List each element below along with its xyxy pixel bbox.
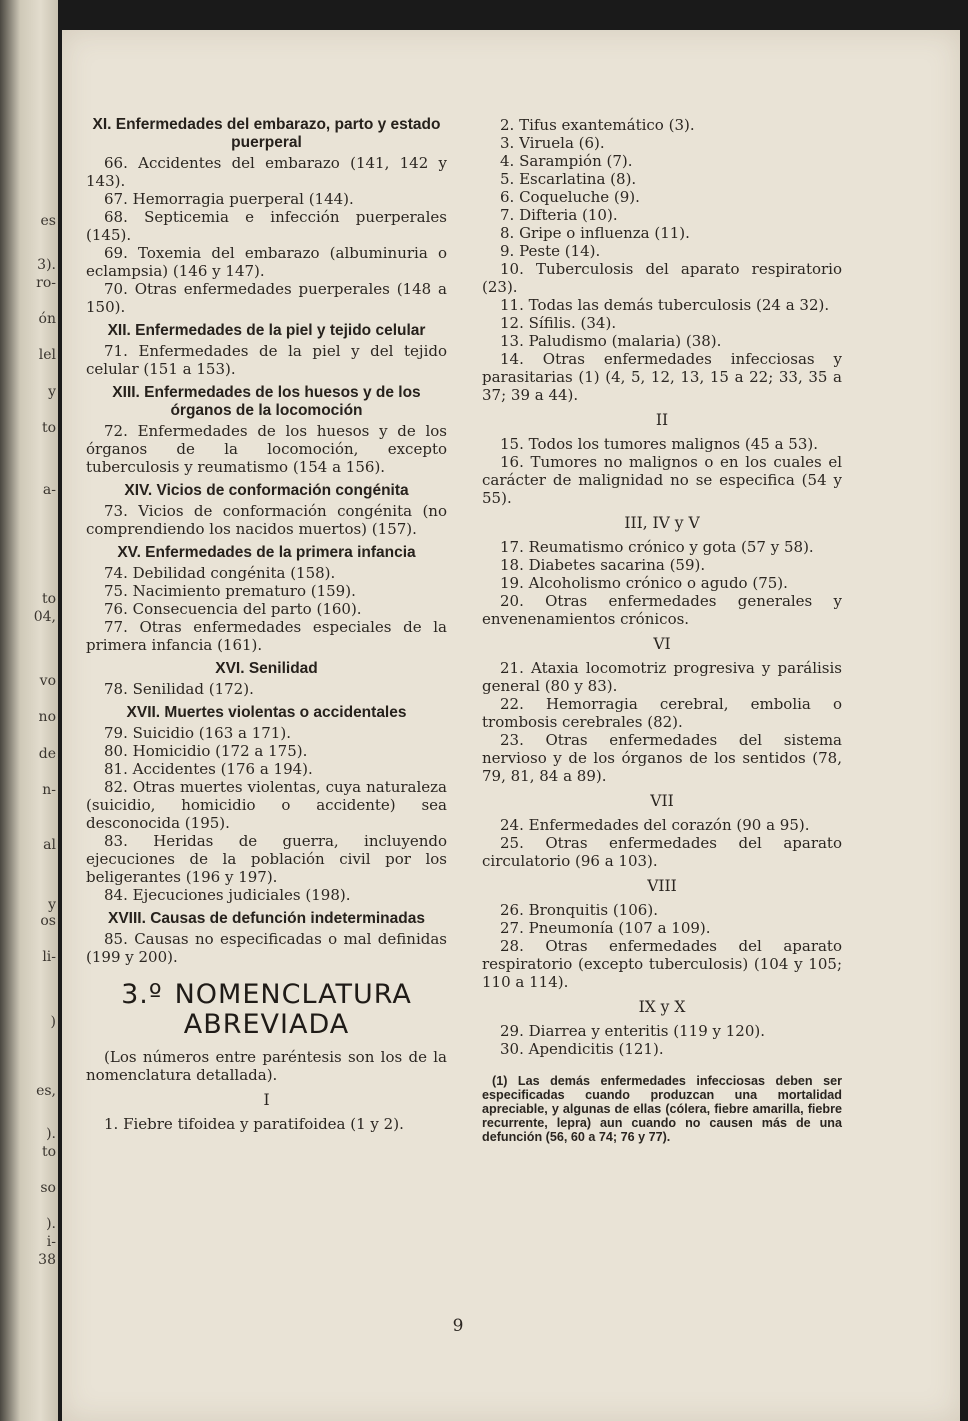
list-item: 3. Viruela (6). — [500, 134, 605, 152]
section-heading: XVIII. Causas de defunción indeterminadas — [108, 910, 425, 927]
strip-fragment: n- — [42, 782, 56, 798]
footnote: (1) Las demás enfermedades infecciosas deben ser especificadas cuando produzcan una mortalidad apreciable, y algunas de ellas (cólera, fiebre amarilla, fiebre recurrente, lepra) aun cuando no causen más de una defunción (56, 60 a 74; 76 y 77). — [482, 1074, 842, 1144]
strip-fragment: ). — [46, 1126, 56, 1142]
list-item: 17. Reumatismo crónico y gota (57 y 58). — [500, 538, 814, 556]
list-item: 2. Tifus exantemático (3). — [500, 116, 695, 134]
strip-fragment: li- — [42, 949, 56, 965]
group-heading: II — [655, 411, 669, 429]
list-item: 83. Heridas de guerra, incluyendo ejecuciones de la población civil por los beligerantes (196 y 197). — [86, 832, 447, 886]
strip-fragment: a- — [42, 482, 56, 498]
strip-fragment: ón — [38, 311, 56, 327]
right-column — [482, 116, 842, 1157]
strip-fragment: os — [40, 913, 56, 929]
list-item: 22. Hemorragia cerebral, embolia o trombosis cerebrales (82). — [482, 695, 842, 731]
list-item: 28. Otras enfermedades del aparato respiratorio (excepto tuberculosis) (104 y 105; 110 a 114). — [482, 937, 842, 991]
strip-fragment: to — [41, 591, 56, 607]
list-item: 77. Otras enfermedades especiales de la primera infancia (161). — [86, 618, 447, 654]
section-heading: XIII. Enfermedades de los huesos y de los órganos de la locomoción — [112, 384, 421, 419]
group-heading: VI — [653, 635, 671, 653]
strip-fragment: al — [43, 837, 56, 853]
strip-fragment: no — [38, 709, 56, 725]
strip-fragment: y — [48, 384, 56, 400]
list-item: 81. Accidentes (176 a 194). — [104, 760, 313, 778]
list-item: 12. Sífilis. (34). — [500, 314, 617, 332]
strip-fragment: 38 — [38, 1252, 56, 1268]
list-item: 71. Enfermedades de la piel y del tejido celular (151 a 153). — [86, 342, 447, 378]
list-item: 14. Otras enfermedades infecciosas y parasitarias (1) (4, 5, 12, 13, 15 a 22; 33, 35 a 37; 39 a 44). — [482, 350, 842, 404]
list-item: 68. Septicemia e infección puerperales (145). — [86, 208, 447, 244]
list-item: 78. Senilidad (172). — [104, 680, 254, 698]
list-item: 70. Otras enfermedades puerperales (148 a 150). — [86, 280, 447, 316]
strip-fragment: de — [38, 746, 56, 762]
section-heading: XV. Enfermedades de la primera infancia — [117, 544, 416, 561]
group-heading: VII — [650, 792, 674, 810]
list-item: 6. Coqueluche (9). — [500, 188, 640, 206]
list-item: 8. Gripe o influenza (11). — [500, 224, 690, 242]
list-item: 24. Enfermedades del corazón (90 a 95). — [500, 816, 810, 834]
list-item: 18. Diabetes sacarina (59). — [500, 556, 706, 574]
list-item: 13. Paludismo (malaria) (38). — [500, 332, 722, 350]
list-item: 72. Enfermedades de los huesos y de los órganos de la locomoción, excepto tuberculosis y reumatismo (154 a 156). — [86, 422, 447, 476]
section-title-line-2: ABREVIADA — [183, 1009, 350, 1040]
strip-fragment: ro- — [36, 275, 56, 291]
strip-fragment: so — [40, 1180, 56, 1196]
list-item: 4. Sarampión (7). — [500, 152, 633, 170]
list-item: 19. Alcoholismo crónico o agudo (75). — [500, 574, 788, 592]
list-item: 73. Vicios de conformación congénita (no comprendiendo los nacidos muertos) (157). — [86, 502, 447, 538]
list-item: 15. Todos los tumores malignos (45 a 53). — [500, 435, 818, 453]
strip-fragment: vo — [39, 673, 56, 689]
section-heading: XIV. Vicios de conformación congénita — [124, 482, 409, 499]
strip-fragment: es, — [36, 1083, 56, 1099]
list-item: 74. Debilidad congénita (158). — [104, 564, 336, 582]
section-heading: XI. Enfermedades del embarazo, parto y estado puerperal — [92, 116, 441, 151]
strip-fragment: lel — [38, 347, 56, 363]
list-item: 82. Otras muertes violentas, cuya naturaleza (suicidio, homicidio o accidente) sea desconocida (195). — [86, 778, 447, 832]
list-item: 20. Otras enfermedades generales y envenenamientos crónicos. — [482, 592, 842, 628]
strip-fragment: 04, — [33, 609, 56, 625]
section-number: 3.º — [121, 979, 163, 1010]
left-column — [86, 116, 447, 1133]
section-title-line-1: NOMENCLATURA — [174, 979, 412, 1010]
list-item: 9. Peste (14). — [500, 242, 601, 260]
section-heading: XII. Enfermedades de la piel y tejido celular — [107, 322, 426, 339]
strip-fragment: i- — [46, 1234, 56, 1250]
strip-fragment: 3). — [37, 257, 56, 273]
group-heading: I — [263, 1091, 270, 1109]
group-heading: VIII — [647, 877, 677, 895]
intro-note: (Los números entre paréntesis son los de la nomenclatura detallada). — [86, 1048, 447, 1084]
group-heading: IX y X — [638, 998, 686, 1016]
list-item: 1. Fiebre tifoidea y paratifoidea (1 y 2). — [104, 1115, 404, 1133]
section-heading: XVI. Senilidad — [215, 660, 318, 677]
list-item: 85. Causas no especificadas o mal definidas (199 y 200). — [86, 930, 447, 966]
list-item: 80. Homicidio (172 a 175). — [104, 742, 308, 760]
list-item: 7. Difteria (10). — [500, 206, 618, 224]
adjacent-page-strip — [0, 0, 58, 1421]
list-item: 66. Accidentes del embarazo (141, 142 y 143). — [86, 154, 447, 190]
strip-fragment: to — [41, 420, 56, 436]
list-item: 79. Suicidio (163 a 171). — [104, 724, 291, 742]
list-item: 23. Otras enfermedades del sistema nervioso y de los órganos de los sentidos (78, 79, 81, 84 a 89). — [482, 731, 842, 785]
list-item: 16. Tumores no malignos o en los cuales el carácter de malignidad no se especifica (54 y 55). — [482, 453, 842, 507]
document-page — [62, 30, 960, 1421]
section-title — [86, 980, 447, 1040]
strip-fragment: es — [40, 213, 56, 229]
strip-fragment: ). — [46, 1216, 56, 1232]
list-item: 10. Tuberculosis del aparato respiratorio (23). — [482, 260, 842, 296]
list-item: 75. Nacimiento prematuro (159). — [104, 582, 356, 600]
list-item: 69. Toxemia del embarazo (albuminuria o eclampsia) (146 y 147). — [86, 244, 447, 280]
list-item: 84. Ejecuciones judiciales (198). — [104, 886, 351, 904]
list-item: 27. Pneumonía (107 a 109). — [500, 919, 711, 937]
group-heading: III, IV y V — [624, 514, 700, 532]
list-item: 30. Apendicitis (121). — [500, 1040, 664, 1058]
list-item: 76. Consecuencia del parto (160). — [104, 600, 362, 618]
strip-fragment: ) — [50, 1014, 56, 1030]
strip-fragment: to — [41, 1144, 56, 1160]
list-item: 5. Escarlatina (8). — [500, 170, 637, 188]
list-item: 25. Otras enfermedades del aparato circulatorio (96 a 103). — [482, 834, 842, 870]
page-number: 9 — [452, 1316, 464, 1336]
strip-fragment: y — [48, 897, 56, 913]
list-item: 11. Todas las demás tuberculosis (24 a 32). — [500, 296, 830, 314]
list-item: 29. Diarrea y enteritis (119 y 120). — [500, 1022, 766, 1040]
list-item: 67. Hemorragia puerperal (144). — [104, 190, 354, 208]
section-heading: XVII. Muertes violentas o accidentales — [126, 704, 407, 721]
list-item: 26. Bronquitis (106). — [500, 901, 658, 919]
list-item: 21. Ataxia locomotriz progresiva y parálisis general (80 y 83). — [482, 659, 842, 695]
